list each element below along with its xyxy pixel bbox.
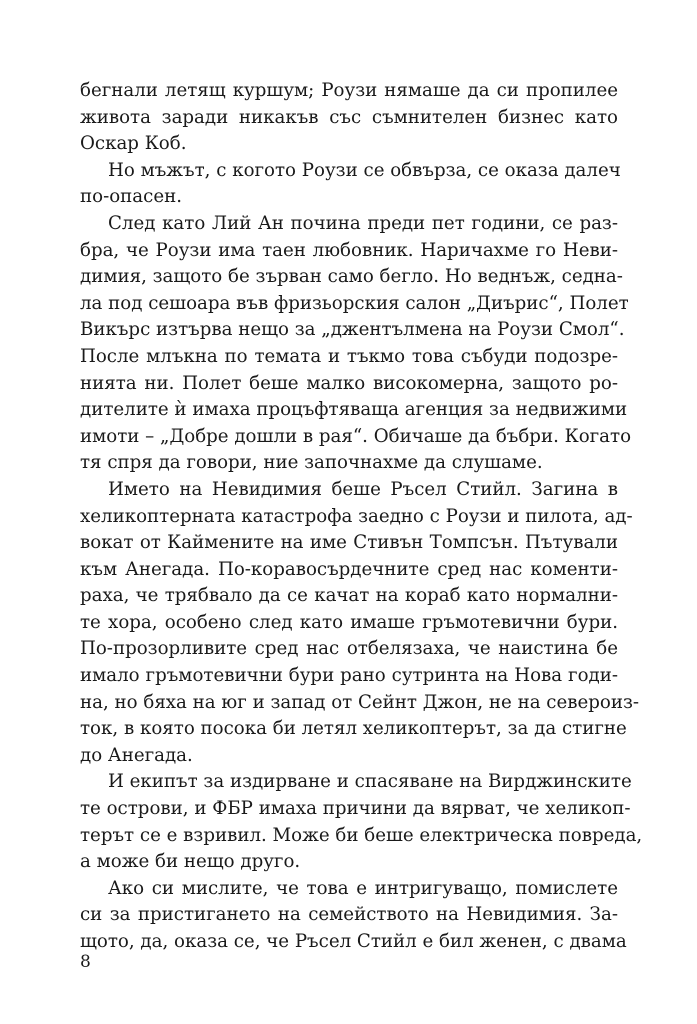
text-line: нията ни. Полет беше малко високомерна, защото ро- [80,372,618,394]
page-text [80,78,643,956]
text-line: по-опасен. [80,186,182,208]
text-line: раха, че трябвало да се качат на кораб като нормални- [80,585,618,607]
page-number: 8 [80,952,91,972]
text-line: ла под сешоара във фризьорския салон „Диърис“, Полет [80,292,629,314]
text-line: към Анегада. По-коравосърдечните сред нас коменти- [80,558,618,580]
text-line: Ако си мислите, че това е интригуващо, помислете [108,877,618,899]
text-line: щото, да, оказа се, че Ръсел Стийл е бил женен, с двама [80,931,627,952]
text-line: те хора, особено след като имаше гръмотевични бури. [80,611,618,633]
text-line: Викърс изтърва нещо за „джентълмена на Роузи Смол“. [80,319,625,341]
text-line: имоти – „Добре дошли в рая“. Обичаше да бъбри. Когато [80,425,632,447]
text-line: И екипът за издирване и спасяване на Вирджинските [108,771,632,793]
text-line: до Анегада. [80,744,193,766]
text-line: ток, в която посока би летял хеликоптерът, за да стигне [80,718,627,740]
text-line: а може би нещо друго. [80,851,301,873]
text-line: бра, че Роузи има таен любовник. Наричахме го Неви- [80,239,618,261]
text-line: Оскар Коб. [80,133,187,155]
text-line: живота заради никакъв със съмнителен бизнес като [80,106,618,128]
text-line: имало гръмотевични бури рано сутринта на Нова годи- [80,665,618,687]
text-line: дителите ѝ имаха процъфтяваща агенция за недвижими [80,399,628,421]
text-line: По-прозорливите сред нас отбелязаха, че наистина бе [80,638,618,660]
text-line: Името на Невидимия беше Ръсел Стийл. Загина в [108,478,618,500]
text-line: хеликоптерната катастрофа заедно с Роузи и пилота, ад- [80,505,633,527]
text-line: те острови, и ФБР имаха причини да вярват, че хеликоп- [80,798,631,820]
text-line: терът се е взривил. Може би беше електрическа повреда, [80,824,643,846]
text-line: бегнали летящ куршум; Роузи нямаше да си пропилее [80,80,618,101]
text-line: След като Лий Ан почина преди пет години, се раз- [108,212,618,234]
text-line: После млъкна по темата и тъкмо това събуди подозре- [80,345,618,367]
text-line: си за пристигането на семейството на Невидимия. За- [80,904,618,926]
text-line: Но мъжът, с когото Роузи се обвърза, се оказа далеч [108,159,621,181]
text-line: вокат от Каймените на име Стивън Томпсън. Пътували [80,532,618,554]
text-line: тя спря да говори, ние започнахме да слушаме. [80,452,543,474]
text-line: на, но бяха на юг и запад от Сейнт Джон, не на североиз- [80,691,640,713]
text-line: димия, защото бе зърван само бегло. Но веднъж, седна- [80,266,623,288]
